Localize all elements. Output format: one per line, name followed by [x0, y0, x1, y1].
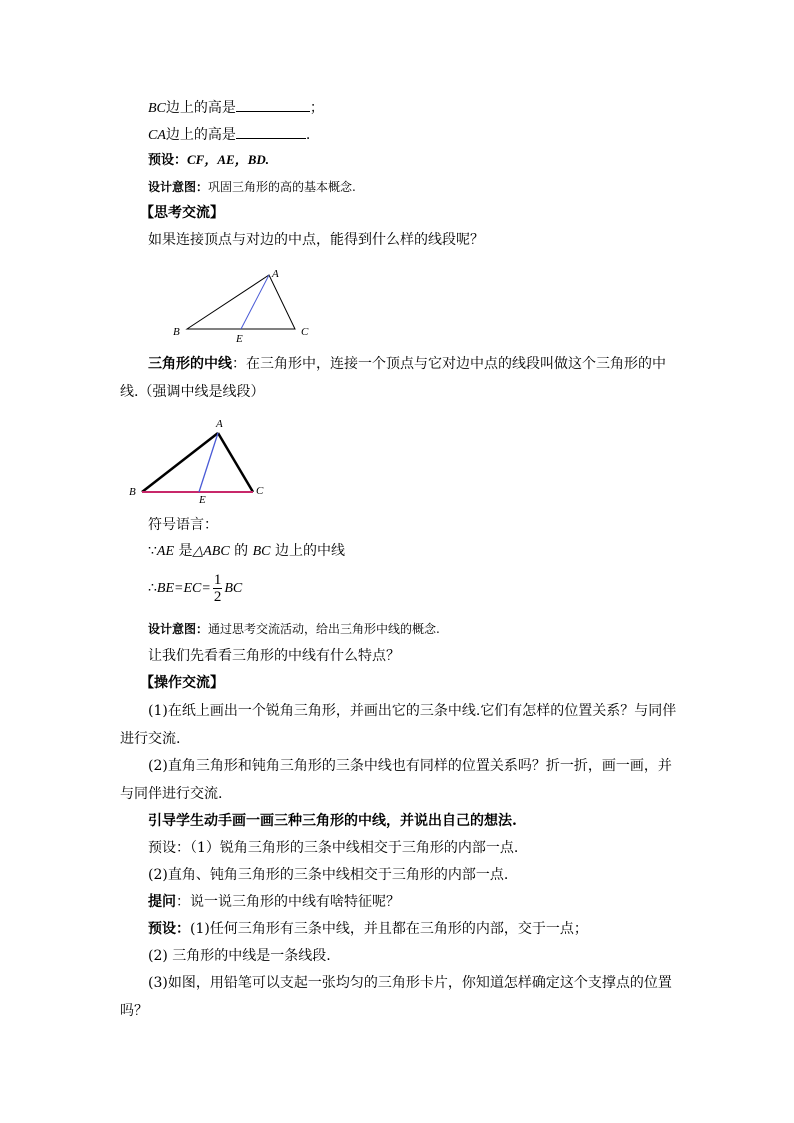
vertex-label-a: A	[216, 418, 223, 430]
triangle-abc: △ABC	[192, 544, 230, 559]
median-definition	[148, 354, 666, 374]
ca-height-line	[148, 124, 310, 146]
median-line	[241, 275, 269, 329]
midpoint-label-e: E	[199, 494, 206, 506]
vertex-label-c: C	[301, 326, 309, 338]
preset-answer-3: (2) 三角形的中线是一条线段.	[148, 948, 331, 964]
definition-text: ：在三角形中，连接一个顶点与它对边中点的线段叫做这个三角形的中	[232, 356, 666, 372]
side-bc: BC	[224, 581, 243, 596]
because-symbol: ∵	[148, 543, 157, 559]
numerator: 1	[213, 571, 222, 588]
design-intent-label: 设计意图：	[148, 180, 209, 194]
side-bc: BC	[252, 544, 271, 559]
therefore-statement	[148, 568, 242, 609]
section-heading-operate: 【操作交流】	[140, 675, 224, 691]
triangle-outline	[187, 275, 295, 329]
preset-text: CF，AE，BD.	[187, 152, 270, 167]
preset-1: 预设：（1）锐角三角形的三条中线相交于三角形的内部一点.	[148, 840, 519, 856]
punct: ；	[309, 100, 324, 116]
design-intent-label: 设计意图：	[148, 622, 209, 636]
task-3: (3)如图，用铅笔可以支起一张均匀的三角形卡片，你知道怎样确定这个支撑点的位置	[148, 975, 672, 991]
task-1: (1)在纸上画出一个锐角三角形，并画出它的三条中线.它们有怎样的位置关系？与同伴	[148, 703, 677, 719]
design-intent	[148, 177, 356, 197]
triangle-figure-1	[165, 265, 325, 347]
side-ac	[218, 433, 253, 492]
preset-label: 预设：	[148, 153, 188, 168]
task-1-cont: 进行交流.	[120, 731, 181, 747]
preset-label: 预设：	[148, 921, 190, 937]
segment-ae: AE	[156, 544, 175, 559]
median-definition-cont: 线.（强调中线是线段）	[120, 384, 265, 400]
therefore-symbol: ∴	[148, 580, 157, 596]
vertex-label-b: B	[173, 326, 180, 338]
task-3-cont: 吗？	[120, 1003, 148, 1019]
preset-2: (2)直角、钝角三角形的三条中线相交于三角形的内部一点.	[148, 867, 509, 883]
text: 是	[174, 543, 193, 559]
fraction-half	[213, 572, 223, 605]
task-2: (2)直角三角形和钝角三角形的三条中线也有同样的位置关系吗？折一折，画一画，并	[148, 758, 672, 774]
task-2-cont: 与同伴进行交流.	[120, 786, 223, 802]
answer-blank[interactable]	[236, 97, 310, 112]
design-intent-text: 巩固三角形的高的基本概念.	[208, 180, 356, 194]
question-prompt	[148, 892, 400, 912]
answer-blank[interactable]	[236, 124, 306, 139]
denominator: 2	[213, 588, 222, 605]
vertex-label-c: C	[256, 485, 264, 497]
preset-answer-2	[148, 919, 588, 939]
midpoint-label-e: E	[236, 333, 243, 345]
design-intent-text: 通过思考交流活动，给出三角形中线的概念.	[208, 622, 440, 636]
guide-statement: 引导学生动手画一画三种三角形的中线，并说出自己的想法.	[148, 813, 517, 829]
text: 边上的高是	[165, 100, 236, 116]
bc-height-line	[148, 97, 324, 119]
triangle-figure-2	[125, 415, 275, 507]
text: 的	[229, 543, 253, 559]
because-statement	[148, 541, 345, 562]
design-intent-2	[148, 619, 440, 639]
side-label: CA	[148, 128, 166, 143]
preset-text: (1)任何三角形有三条中线，并且都在三角形的内部，交于一点；	[190, 921, 588, 937]
side-label: BC	[148, 101, 166, 116]
question-text-2: 让我们先看看三角形的中线有什么特点？	[148, 648, 400, 664]
text: 边上的中线	[270, 543, 345, 559]
section-heading-think: 【思考交流】	[140, 205, 224, 221]
symbol-language-label: 符号语言：	[148, 517, 218, 533]
question-text: 如果连接顶点与对边的中点，能得到什么样的线段呢？	[148, 232, 484, 248]
vertex-label-a: A	[272, 268, 279, 280]
question-label: 提问	[148, 894, 176, 910]
vertex-label-b: B	[129, 486, 136, 498]
preset-answer	[148, 150, 269, 171]
side-ab	[142, 433, 218, 492]
question-text: ：说一说三角形的中线有啥特征呢？	[176, 894, 400, 910]
punct: .	[305, 127, 311, 143]
equation: BE=EC=	[156, 581, 211, 596]
definition-label: 三角形的中线	[148, 356, 232, 372]
text: 边上的高是	[165, 127, 236, 143]
